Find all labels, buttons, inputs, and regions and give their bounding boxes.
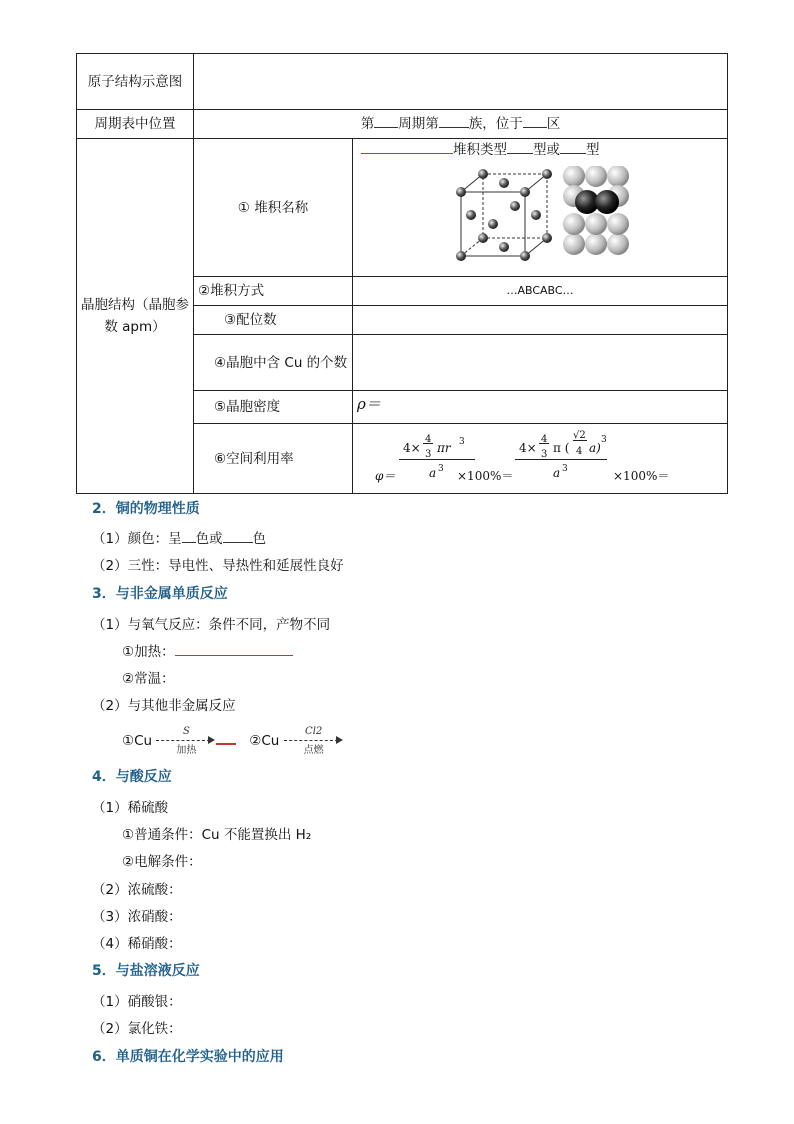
row-atomic-structure-value <box>194 54 728 110</box>
conc-nitric-line: （3）浓硝酸： <box>92 909 182 925</box>
room-temp-line: ②常温： <box>122 671 175 687</box>
row-period-position-label: 周期表中位置 <box>77 110 194 139</box>
packing-formula <box>353 424 728 494</box>
cu-count-label: ④晶胞中含 Cu 的个数 <box>194 335 353 391</box>
three-properties-line: （2）三性：导电性、导热性和延展性良好 <box>92 558 344 574</box>
ferric-chloride-line: （2）氯化铁： <box>92 1021 182 1037</box>
blank <box>523 113 547 128</box>
row-atomic-structure-label: 原子结构示意图 <box>77 54 194 110</box>
packing-label: ⑥空间利用率 <box>194 424 353 494</box>
fraction-2: 4× 4 3 π ( √2 4 a) 3 a 3 <box>515 427 607 478</box>
silver-nitrate-line: （1）硝酸银： <box>92 994 182 1010</box>
blank <box>182 528 196 543</box>
row-period-position-value: 第 周期第 族，位于 区 <box>194 110 728 139</box>
electrolysis-line: ②电解条件： <box>122 854 202 870</box>
section-6-title: 6．单质铜在化学实验中的应用 <box>92 1049 284 1065</box>
heating-line: ①加热： <box>122 640 293 660</box>
stack-mode-value: …ABCABC… <box>353 277 728 306</box>
dilute-nitric-line: （4）稀硝酸： <box>92 936 182 952</box>
blank <box>439 113 469 128</box>
stack-name-value: 堆积类型 型或 型 <box>353 139 728 277</box>
stack-mode-label: ②堆积方式 <box>194 277 353 306</box>
blank <box>507 139 533 154</box>
blank <box>374 113 398 128</box>
arrow-ignite: Cl2 点燃 <box>284 728 344 754</box>
cu-count-value <box>353 335 728 391</box>
conc-sulfuric-line: （2）浓硫酸： <box>92 882 182 898</box>
stack-name-label: ① 堆积名称 <box>194 139 353 277</box>
coordination-label: ③配位数 <box>194 306 353 335</box>
blank <box>560 139 586 154</box>
fraction-1: 4× 4 3 πr 3 a 3 <box>399 431 475 478</box>
density-label: ⑤晶胞密度 <box>194 391 353 424</box>
blank <box>361 139 453 154</box>
section-4-title: 4．与酸反应 <box>92 769 172 785</box>
density-value: ρ＝ <box>353 391 728 424</box>
dilute-sulfuric-line: （1）稀硫酸 <box>92 800 169 816</box>
copper-info-table <box>76 53 728 494</box>
color-line: （1）颜色：呈 色或 色 <box>92 527 266 547</box>
section-5-title: 5．与盐溶液反应 <box>92 963 200 979</box>
blank <box>175 641 293 656</box>
section-3-title: 3．与非金属单质反应 <box>92 586 228 602</box>
blank <box>223 528 253 543</box>
nonmetal-equations-line: ①Cu S 加热 ②Cu Cl2 点燃 <box>122 728 344 754</box>
blank <box>216 729 236 745</box>
oxygen-reaction-line: （1）与氧气反应：条件不同，产物不同 <box>92 617 331 633</box>
normal-condition-line: ①普通条件：Cu 不能置换出 H₂ <box>122 827 312 843</box>
formula-container: φ＝ 4× 4 3 πr 3 a 3 ×100%＝ 4× 4 3 π ( √2 4 a) 3 a 3 ×100%＝ <box>357 425 723 493</box>
crystal-structure-label: 晶胞结构（晶胞参数 apm） <box>77 139 194 494</box>
arrow-heat: S 加热 <box>156 728 216 754</box>
section-2-title: 2．铜的物理性质 <box>92 501 200 517</box>
other-nonmetal-line: （2）与其他非金属反应 <box>92 698 236 714</box>
coordination-value <box>353 306 728 335</box>
fcc-unit-cell-diagram <box>449 166 649 266</box>
